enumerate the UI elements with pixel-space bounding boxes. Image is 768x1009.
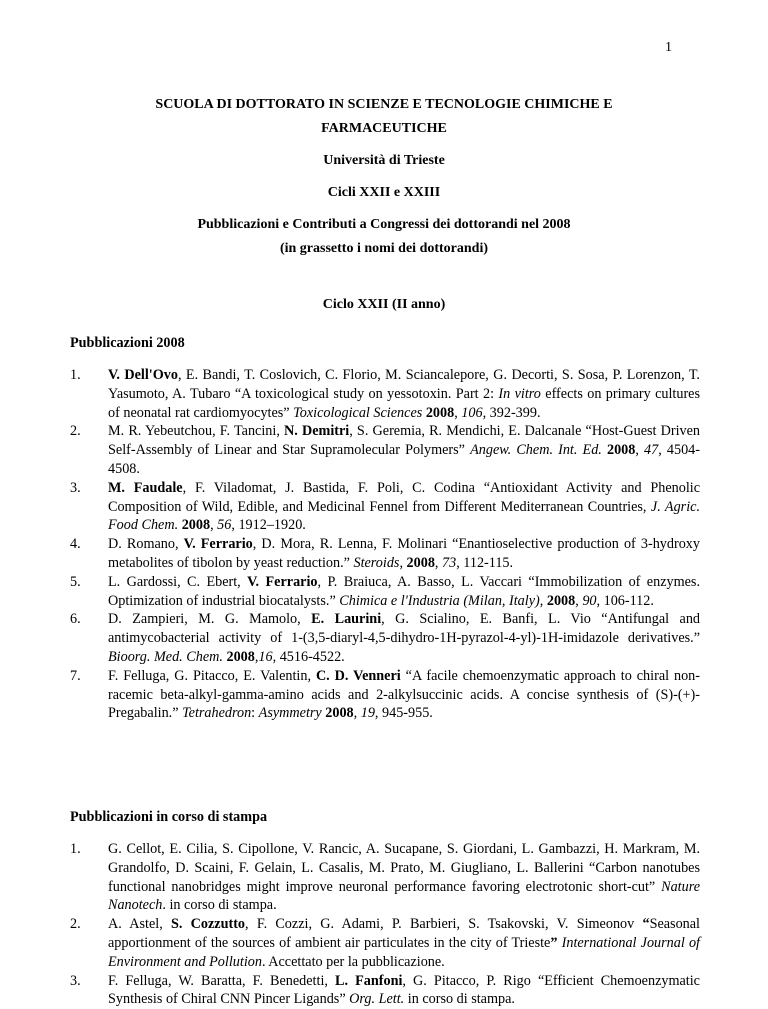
journal-text: 16 [258,648,273,665]
reference-text: , [575,592,583,609]
reference-text: . Accettato per la pubblicazione. [261,953,445,970]
journal-text: Steroids [353,554,400,571]
student-name: V. Ferrario [183,536,253,553]
student-name: V. Dell'Ovo [108,367,178,383]
reference-text: , 1912–1920. [231,517,306,534]
university-name: Università di Trieste [323,153,445,168]
item-number: 1. [70,841,81,857]
item-number: 1. [70,367,81,383]
reference-text: Seasonal apportionment of the sources of ambient air particulates in the city of Trieste [108,916,700,951]
item-number: 7. [70,667,81,684]
cycles-title: Cicli XXII e XXIII [327,185,441,200]
reference-text: , P. Braiuca, A. Basso, L. Vaccari “Immobilization of enzymes. Optimization of industrial biocatalysts.” [108,573,700,609]
reference-text: , [434,554,443,571]
student-name: 2008 [425,404,455,421]
school-title-line2: FARMACEUTICHE [321,121,447,136]
journal-text: Bioorg. Med. Chem. [108,648,223,665]
student-name: 2008 [546,592,576,609]
journal-text: Toxicological Sciences [293,404,423,421]
reference-text: , D. Mora, R. Lenna, F. Molinari “Enantioselective production of 3-hydroxy metabolites of tibolon by yeast reduction.” [108,536,700,571]
reference-text: , F. Cozzi, G. Adami, P. Barbieri, S. Tsakovski, V. Simeonov [245,916,643,933]
reference-text: , [399,554,407,571]
reference-text: . in corso di stampa. [162,897,277,914]
section-title-publications: Pubblicazioni 2008 [70,335,185,351]
item-number: 2. [70,423,81,440]
item-number: 3. [70,479,81,496]
reference-text: , [254,648,259,665]
publication-item [70,535,700,573]
item-number: 4. [70,536,81,553]
student-name: 2008 [181,517,211,534]
reference-text: , [210,517,218,534]
reference-text: , F. Viladomat, J. Bastida, F. Poli, C. Codina “Antioxidant Activity and Phenolic Composition of Wild, Edible, and Medicinal Fennel from Different Mediterranean Countries, [108,479,701,515]
publication-item [70,667,700,723]
publications-list [70,366,700,723]
student-name: V. Ferrario [247,573,318,590]
student-name: 2008 [325,705,354,722]
reference-text: effects on primary cultures of neonatal rat cardiomyocytes” [108,385,701,421]
publication-item [70,366,700,422]
reference-text: , [635,442,645,459]
reference-text: , S. Geremia, R. Mendichi, E. Dalcanale “Host-Guest Driven Self-Assembly of Linear and Star Supramolecular Polymers” [108,423,700,459]
student-name: M. Faudale [108,479,183,496]
student-name: 2008 [226,648,255,665]
publication-item [70,610,700,666]
reference-text: , [454,404,462,421]
item-number: 3. [70,972,81,989]
student-name: N. Demitri [284,423,350,440]
journal-text: 90 [582,592,597,609]
reference-text: D. Zampieri, M. G. Mamolo, [108,611,312,628]
reference-text: , 4504-4508. [108,442,700,477]
journal-text: 56 [217,517,232,534]
cycle-heading: Ciclo XXII (II anno) [322,297,446,312]
student-name: ” [550,934,558,951]
reference-text: D. Romano, [108,536,184,553]
journal-text: Nature Nanotech [108,878,700,914]
reference-text: , 112-115. [456,554,514,571]
student-name: 2008 [606,442,636,459]
student-name: S. Cozzutto [170,916,246,933]
reference-text: , 106-112. [596,592,654,609]
reference-text: , [539,592,547,609]
reference-text: , G. Scialino, E. Banfi, L. Vio “Antifungal and antimycobacterial activity of 1-(3,5-diaryl-4,5-dihydro-1H-pyrazol-4-yl)-1H-imidazole derivatives.” [108,611,701,647]
student-name: L. Fanfoni [335,972,403,989]
publication-item [70,479,700,535]
journal-text: In vitro [498,385,541,402]
journal-text: 47 [644,442,659,459]
publication-item [70,422,700,478]
student-name: E. Laurini [311,611,382,628]
in-press-list [70,840,700,1009]
journal-text: Angew. Chem. Int. Ed. [470,442,602,459]
journal-text: International Journal of Environment and Pollution [108,934,700,970]
reference-text: L. Gardossi, C. Ebert, [108,573,248,590]
reference-text: , E. Bandi, T. Coslovich, C. Florio, M. Sciancalepore, G. Decorti, S. Sosa, P. Lorenzon, T. Yasumoto, A. Tubaro “A toxicological study on yessotoxin. Part 2: [108,367,700,402]
page-number: 1 [665,40,672,55]
document-subtitle: Pubblicazioni e Contributi a Congressi dei dottorandi nel 2008 [197,217,571,232]
journal-text: Tetrahedron [182,705,252,722]
section-title-in-press: Pubblicazioni in corso di stampa [70,809,268,825]
reference-text: F. Felluga, G. Pitacco, E. Valentin, [108,667,316,684]
item-number: 6. [70,611,81,628]
in-press-publication-item [70,972,700,1009]
journal-text: 106 [461,404,483,421]
reference-text: , 4516-4522. [272,648,345,665]
reference-text: , [353,705,361,722]
reference-text: , G. Pitacco, P. Rigo “Efficient Chemoenzymatic Synthesis of Chiral CNN Pincer Ligands” [108,972,700,1008]
reference-text: , 392-399. [482,404,541,421]
journal-text: 19 [360,705,375,722]
item-number: 2. [70,916,81,933]
journal-text: Org. Lett. [349,991,405,1008]
journal-text: J. Agric. Food Chem. [108,498,700,534]
reference-text: “A facile chemoenzymatic approach to chiral non-racemic beta-alkyl-gamma-amino acids and 2-alkylsuccinic acids. A concise synthesis of (S)-(+)-Pregabalin.” [108,667,701,722]
student-name: C. D. Venneri [315,667,401,684]
reference-text: M. R. Yebeutchou, F. Tancini, [108,423,285,440]
journal-text: 73 [442,554,457,571]
in-press-publication-item [70,840,700,915]
reference-text: in corso di stampa. [404,991,515,1008]
item-number: 5. [70,573,81,590]
publication-item [70,573,700,611]
reference-text: A. Astel, [108,916,171,933]
school-title-line1: SCUOLA DI DOTTORATO IN SCIENZE E TECNOLOGIE CHIMICHE E [155,97,613,112]
bold-names-note: (in grassetto i nomi dei dottorandi) [279,241,489,256]
reference-text: : [251,705,259,722]
in-press-publication-item [70,915,700,971]
student-name: 2008 [406,554,435,571]
journal-text: Asymmetry [258,705,322,722]
student-name: “ [642,916,650,933]
reference-text: , 945-955. [374,705,433,722]
reference-text: G. Cellot, E. Cilia, S. Cipollone, V. Rancic, A. Sucapane, S. Giordani, L. Gambazzi, H. Markram, M. Grandolfo, D. Scaini, F. Gelain, L. Casalis, M. Prato, M. Giugliano, L. Ballerini “Carbon nanotubes functional nanobridges might improve neuronal performance favoring electrotonic short-cut” [108,841,700,895]
journal-text: Chimica e l'Industria (Milan, Italy) [339,592,540,609]
reference-text: F. Felluga, W. Baratta, F. Benedetti, [108,972,336,989]
